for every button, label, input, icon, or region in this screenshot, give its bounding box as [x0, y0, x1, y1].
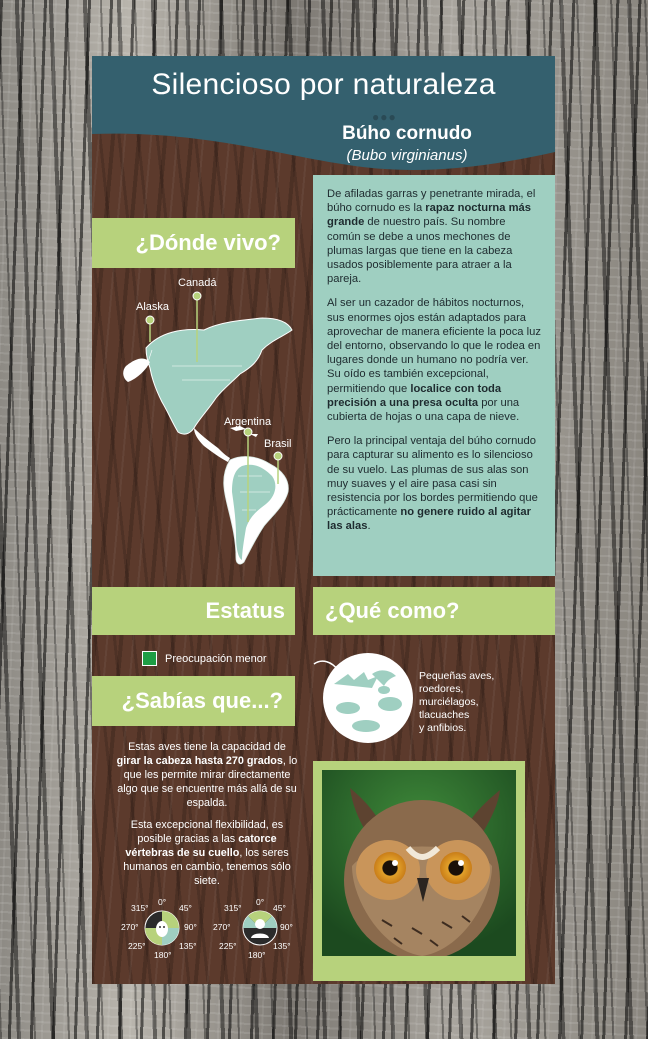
dial2-label-90: 90°	[280, 922, 293, 932]
dial1-label-90: 90°	[184, 922, 197, 932]
intro-paragraph-2: Al ser un cazador de hábitos nocturnos, sus enormes ojos están adaptados para aprovechar de manera eficiente la poca luz del entorno, observando lo que le rodea en lugares donde un humano no podría ver. Su oído es también excepcional, permitiendo que localice con toda precisión a una presa oculta por una cubierta de hojas o una capa de nieve.	[327, 297, 541, 424]
header	[92, 56, 555, 174]
prey-icon	[312, 650, 416, 746]
map-label-argentina: Argentina	[224, 416, 272, 428]
facts-heading	[92, 676, 295, 726]
intro-paragraph-1: De afiladas garras y penetrante mirada, el búho cornudo es la rapaz nocturna más grande de nuestro país. Su nombre común se debe a unos mechones de plumas largas que tiene en la cabeza usados posiblemente para atraer a la pareja.	[327, 188, 536, 286]
diet-line: y anfibios.	[419, 722, 467, 734]
where-heading	[92, 218, 295, 268]
map-label-alaska: Alaska	[136, 301, 170, 313]
intro-paragraph-3: Pero la principal ventaja del búho cornudo para capturar su alimento es lo silencioso de su vuelo. Las plumas de sus alas son muy suaves y el aire pasa casi sin resistencia por los bordes permitiendo que prácticamente no genere ruido al agitar las alas.	[327, 435, 538, 533]
dial2-label-0: 0°	[256, 897, 265, 907]
species-scientific-name: (Bubo virginianus)	[346, 147, 468, 164]
dial1-label-45: 45°	[179, 903, 192, 913]
diet-heading	[313, 587, 555, 635]
intro-text-box	[313, 175, 555, 576]
map-label-canada: Canadá	[178, 277, 217, 289]
dial2-label-135: 135°	[273, 941, 291, 951]
status-legend	[142, 651, 267, 666]
diet-line: murciélagos,	[419, 696, 479, 708]
status-color-swatch	[142, 651, 157, 666]
facts-title: ¿Sabías que...?	[121, 688, 283, 713]
dial1-label-0: 0°	[158, 897, 167, 907]
diet-line: tlacuaches	[419, 709, 470, 721]
dial2-label-315: 315°	[224, 903, 242, 913]
owl-photo	[322, 770, 516, 956]
owl-rotation-dial	[142, 908, 182, 948]
dial2-label-180: 180°	[248, 950, 266, 960]
dial1-label-270: 270°	[121, 922, 139, 932]
dial2-label-45: 45°	[273, 903, 286, 913]
status-heading	[92, 587, 295, 635]
range-map	[112, 270, 302, 570]
map-label-brasil: Brasil	[264, 438, 292, 450]
dial1-label-225: 225°	[128, 941, 146, 951]
diet-text	[419, 670, 529, 735]
dial2-label-270: 270°	[213, 922, 231, 932]
status-label: Preocupación menor	[165, 652, 267, 665]
diet-line: Pequeñas aves,	[419, 670, 495, 682]
decorative-dots: ●●●	[372, 110, 397, 124]
status-title: Estatus	[205, 598, 285, 623]
dial1-label-180: 180°	[154, 950, 172, 960]
diet-title: ¿Qué como?	[325, 598, 460, 623]
dial1-label-315: 315°	[131, 903, 149, 913]
page-title: Silencioso por naturaleza	[151, 68, 496, 101]
diet-line: roedores,	[419, 683, 464, 695]
dial1-label-135: 135°	[179, 941, 197, 951]
fact-paragraph-1: Estas aves tiene la capacidad de girar la cabeza hasta 270 grados, lo que les permite mirar directamente algo que se encuentre más allá de su espalda.	[116, 741, 298, 809]
species-name: Búho cornudo	[342, 123, 472, 144]
dial2-label-225: 225°	[219, 941, 237, 951]
where-title: ¿Dónde vivo?	[135, 230, 281, 255]
fact-paragraph-2: Esta excepcional flexibilidad, es posible gracias a las catorce vértebras de su cuello, los seres humanos en cambio, tenemos sólo siete.	[123, 819, 291, 887]
